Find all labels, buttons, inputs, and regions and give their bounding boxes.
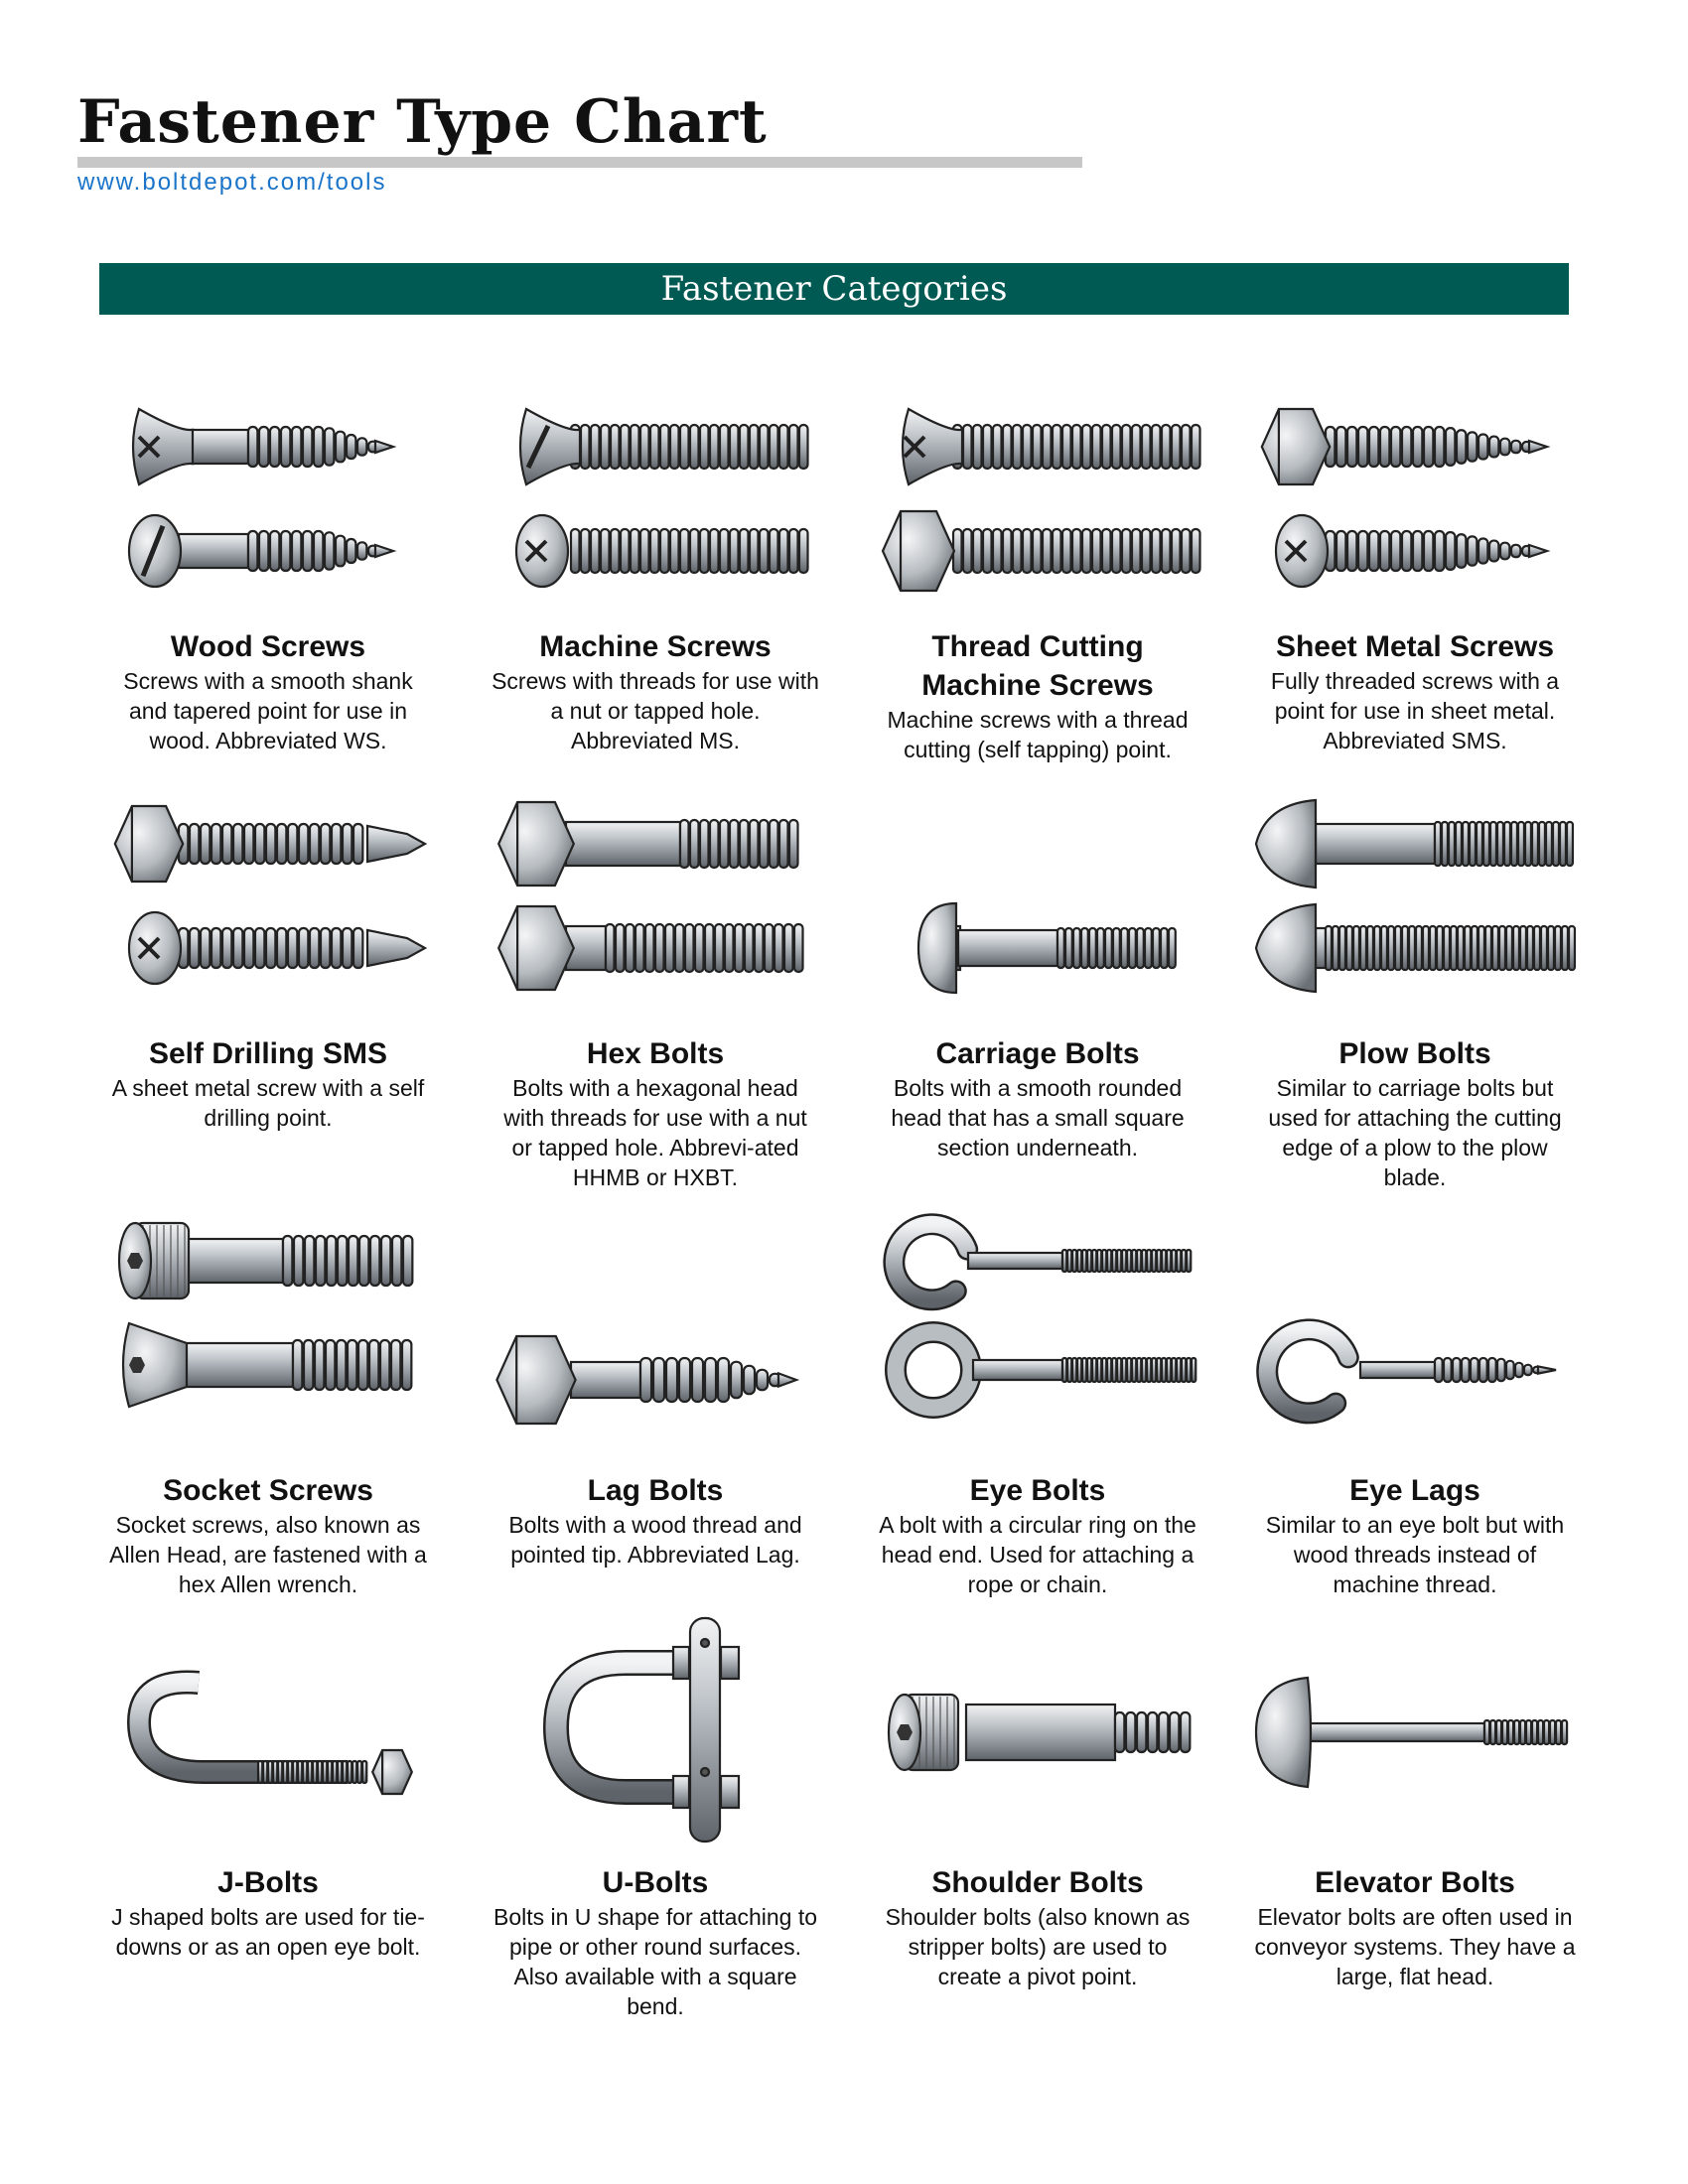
shoulder-bolt-icon [849, 1603, 1226, 1866]
category-card [467, 774, 844, 1191]
category-card [79, 367, 457, 784]
plow-bolt-icon [1226, 774, 1604, 1037]
category-card [79, 1603, 457, 2020]
u-bolt-icon [467, 1603, 844, 1866]
machine-screw-icon [467, 367, 844, 630]
category-card [467, 1211, 844, 1628]
category-description: A sheet metal screw with a self drilling point. [111, 1075, 425, 1131]
category-description: Socket screws, also known as Allen Head, are fastened with a hex Allen wrench. [109, 1512, 427, 1597]
category-title: Socket Screws [163, 1474, 373, 1507]
j-bolt-icon [79, 1603, 457, 1866]
category-description: Fully threaded screws with a point for use in sheet metal. Abbreviated SMS. [1270, 668, 1560, 753]
category-description: Shoulder bolts (also known as stripper bolts) are used to create a pivot point. [885, 1904, 1191, 1989]
category-card [849, 1603, 1226, 2020]
category-title: Shoulder Bolts [931, 1866, 1144, 1899]
category-card [849, 367, 1226, 784]
category-title: Self Drilling SMS [148, 1037, 388, 1070]
category-title: Wood Screws [170, 630, 366, 663]
category-description: A bolt with a circular ring on the head end. Used for attaching a rope or chain. [879, 1512, 1196, 1597]
category-description: Bolts with a hexagonal head with threads for use with a nut or tapped hole. Abbrevi-ated HHMB or HXBT. [503, 1075, 807, 1190]
category-card [1226, 1603, 1604, 2020]
category-card [1226, 367, 1604, 784]
category-description: Bolts with a wood thread and pointed tip. Abbreviated Lag. [508, 1512, 802, 1568]
eye-lag-icon [1226, 1211, 1604, 1474]
socket-screw-icon [79, 1211, 457, 1474]
category-description: Machine screws with a thread cutting (self tapping) point. [887, 707, 1189, 762]
category-description: Screws with threads for use with a nut or tapped hole. Abbreviated MS. [492, 668, 819, 753]
title-divider [77, 157, 1082, 168]
category-title: Eye Lags [1349, 1474, 1480, 1507]
category-description: Similar to carriage bolts but used for attaching the cutting edge of a plow to the plow blade. [1268, 1075, 1562, 1190]
category-description: Elevator bolts are often used in conveyor systems. They have a large, flat head. [1254, 1904, 1576, 1989]
section-banner: Fastener Categories [99, 263, 1569, 315]
category-title: Carriage Bolts [935, 1037, 1140, 1070]
category-card [79, 774, 457, 1191]
sheet-metal-screw-icon [1226, 367, 1604, 630]
category-card [1226, 774, 1604, 1191]
category-title: Machine Screws [539, 630, 772, 663]
category-description: Bolts with a smooth rounded head that has a small square section underneath. [891, 1075, 1185, 1160]
category-description: Bolts in U shape for attaching to pipe or other round surfaces. Also available with a square bend. [492, 1904, 818, 2019]
category-card [1226, 1211, 1604, 1628]
category-title: Sheet Metal Screws [1275, 630, 1555, 663]
category-title: Plow Bolts [1338, 1037, 1491, 1070]
category-description: Similar to an eye bolt but with wood threads instead of machine thread. [1265, 1512, 1565, 1597]
category-card [849, 1211, 1226, 1628]
self-drilling-screw-icon [79, 774, 457, 1037]
category-title: U-Bolts [602, 1866, 709, 1899]
page-title: Fastener Type Chart [77, 87, 768, 157]
category-card [467, 367, 844, 784]
category-card [849, 774, 1226, 1191]
category-description: J shaped bolts are used for tie-downs or as an open eye bolt. [111, 1904, 425, 1960]
category-title: Lag Bolts [587, 1474, 724, 1507]
category-description: Screws with a smooth shank and tapered point for use in wood. Abbreviated WS. [123, 668, 413, 753]
wood-screw-icon [79, 367, 457, 630]
elevator-bolt-icon [1226, 1603, 1604, 1866]
category-title: Thread Cutting Machine Screws [921, 630, 1154, 702]
lag-bolt-icon [467, 1211, 844, 1474]
category-title: Hex Bolts [586, 1037, 725, 1070]
eye-bolt-icon [849, 1211, 1226, 1474]
hex-bolt-icon [467, 774, 844, 1037]
category-title: J-Bolts [217, 1866, 319, 1899]
thread-cutting-screw-icon [849, 367, 1226, 630]
category-title: Elevator Bolts [1315, 1866, 1515, 1899]
source-url[interactable]: www.boltdepot.com/tools [77, 169, 387, 196]
carriage-bolt-icon [849, 774, 1226, 1037]
category-title: Eye Bolts [969, 1474, 1106, 1507]
category-card [467, 1603, 844, 2020]
category-card [79, 1211, 457, 1628]
